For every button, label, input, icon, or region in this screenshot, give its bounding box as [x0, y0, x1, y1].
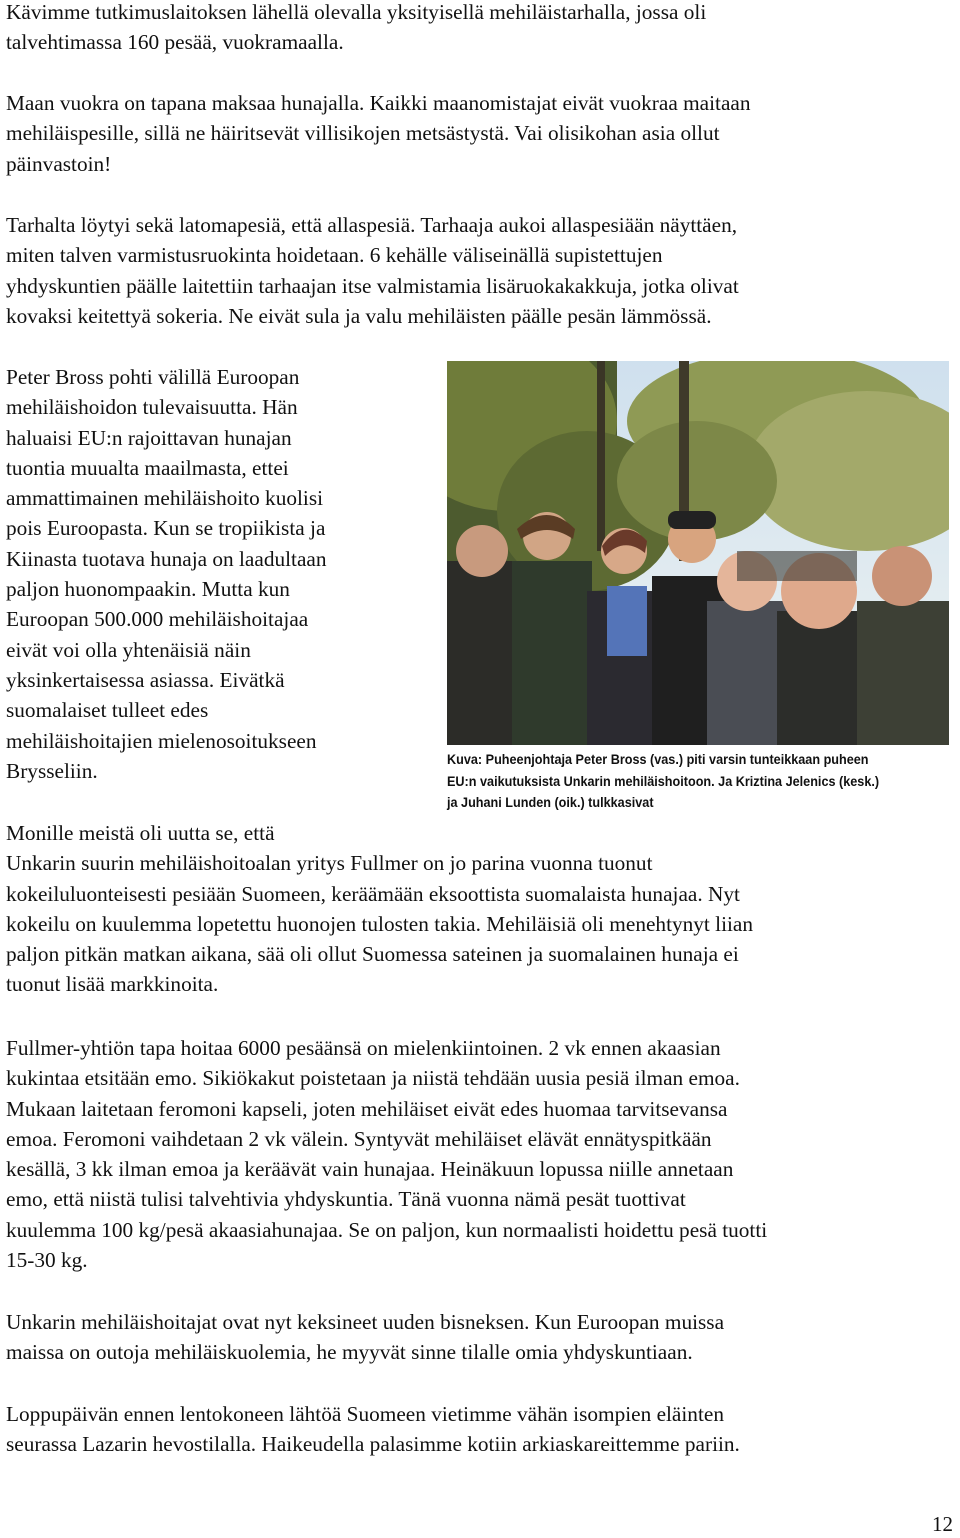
text-line: maissa on outoja mehiläiskuolemia, he myyvät sinne tilalle omia yhdyskuntiaan.	[6, 1340, 693, 1365]
text-line: Peter Bross pohti välillä Euroopan	[6, 365, 300, 389]
text-line: kesällä, 3 kk ilman emoa ja keräävät vain hunajaa. Heinäkuun lopussa niille annetaan	[6, 1157, 734, 1182]
text-line: kovaksi keitettyä sokeria. Ne eivät sula ja valu mehiläisten päälle pesän lämmössä.	[6, 303, 712, 328]
text-line: paljon huonompaakin. Mutta kun	[6, 577, 290, 602]
text-line: Brysseliin.	[6, 758, 98, 783]
text-line: Unkarin suurin mehiläishoitoalan yritys Fullmer on jo parina vuonna tuonut	[6, 851, 653, 876]
text-line: Kiinasta tuotava hunaja on laadultaan	[6, 546, 327, 571]
text-line: päinvastoin!	[6, 151, 112, 176]
text-line: tuontia muualta maailmasta, ettei	[6, 455, 289, 480]
text-line: mehiläispesille, sillä ne häiritsevät villisikojen metsästystä. Vai olisikohan asia ollut	[6, 121, 720, 146]
text-line: kuulemma 100 kg/pesä akaasiahunajaa. Se on paljon, kun normaalisti hoidettu pesä tuotti	[6, 1217, 768, 1242]
group-photo-illustration	[447, 361, 949, 745]
text-line: Unkarin mehiläishoitajat ovat nyt keksineet uuden bisneksen. Kun Euroopan muissa	[6, 1310, 725, 1334]
text-line: ammattimainen mehiläishoito kuolisi	[6, 486, 324, 511]
text-line: Monille meistä oli uutta se, että	[6, 821, 275, 845]
text-line: kokeilu on kuulemma lopetettu huonojen tulosten takia. Mehiläisiä oli menehtynyt liian	[6, 911, 754, 936]
text-line: Mukaan laitetaan feromoni kapseli, joten mehiläiset eivät edes huomaa tarvitsevansa	[6, 1096, 728, 1121]
text-line: haluaisi EU:n rajoittavan hunajan	[6, 425, 292, 450]
text-line: yhdyskuntien päälle laitettiin tarhaajan itse valmistamia lisäruokakakkuja, jotka olivat	[6, 273, 739, 298]
page-number: 12	[932, 1512, 953, 1536]
text-line: Tarhalta löytyi sekä latomapesiä, että allaspesiä. Tarhaaja aukoi allaspesiään näyttäen,	[6, 213, 738, 237]
text-line: kukintaa etsitään emo. Sikiökakut poistetaan ja niistä tehdään uusia pesiä ilman emoa.	[6, 1066, 740, 1091]
text-line: suomalaiset tulleet edes	[6, 698, 209, 723]
text-line: seurassa Lazarin hevostilalla. Haikeudella palasimme kotiin arkiaskareittemme pariin.	[6, 1432, 740, 1457]
text-line: pois Euroopasta. Kun se tropiikista ja	[6, 516, 326, 541]
caption-line: ja Juhani Lunden (oik.) tulkkasivat	[447, 795, 654, 810]
text-line: Maan vuokra on tapana maksaa hunajalla. Kaikki maanomistajat eivät vuokraa maitaan	[6, 91, 751, 115]
text-line: kokeiluluonteisesti pesiään Suomeen, keräämään eksoottista suomalaista hunajaa. Nyt	[6, 881, 740, 906]
text-line: tuonut lisää markkinoita.	[6, 972, 219, 997]
text-line: Kävimme tutkimuslaitoksen lähellä olevalla yksityisellä mehiläistarhalla, jossa oli	[6, 0, 707, 24]
paragraph-last-day	[6, 1399, 956, 1460]
text-line: miten talven varmistusruokinta hoidetaan. 6 kehälle väliseinällä supistettujen	[6, 243, 663, 268]
paragraph-fullmer-method	[6, 1033, 956, 1275]
group-photo	[447, 361, 949, 745]
text-line: Loppupäivän ennen lentokoneen lähtöä Suomeen vietimme vähän isompien eläinten	[6, 1402, 724, 1426]
paragraph-hives	[6, 210, 956, 331]
text-line: 15-30 kg.	[6, 1248, 88, 1273]
caption-line: Kuva: Puheenjohtaja Peter Bross (vas.) piti varsin tunteikkaan puheen	[447, 752, 869, 767]
photo-caption	[447, 749, 923, 814]
text-line: mehiläishoidon tulevaisuutta. Hän	[6, 395, 298, 420]
text-line: emo, että niistä tulisi talvehtivia yhdyskuntia. Tänä vuonna nämä pesät tuottivat	[6, 1187, 686, 1212]
text-line: mehiläishoitajien mielenosoitukseen	[6, 728, 317, 753]
text-line: Euroopan 500.000 mehiläishoitajaa	[6, 607, 309, 632]
text-line: talvehtimassa 160 pesää, vuokramaalla.	[6, 30, 344, 55]
text-line: paljon pitkän matkan aikana, sää oli ollut Suomessa sateinen ja suomalainen hunaja ei	[6, 942, 739, 967]
text-line: yksinkertaisessa asiassa. Eivätkä	[6, 667, 285, 692]
paragraph-peter-bross	[6, 362, 426, 786]
caption-line: EU:n vaikutuksista Unkarin mehiläishoitoon. Ja Kriztina Jelenics (kesk.)	[447, 773, 880, 789]
text-line: eivät voi olla yhtenäisiä näin	[6, 637, 251, 662]
text-line: emoa. Feromoni vaihdetaan 2 vk välein. Syntyvät mehiläiset elävät ennätyspitkään	[6, 1126, 712, 1151]
text-line: Fullmer-yhtiön tapa hoitaa 6000 pesäänsä on mielenkiintoinen. 2 vk ennen akaasian	[6, 1036, 721, 1060]
paragraph-fullmer-import	[6, 818, 956, 1000]
paragraph-land-rent	[6, 88, 956, 179]
paragraph-new-business	[6, 1307, 956, 1368]
paragraph-visit	[6, 0, 956, 58]
